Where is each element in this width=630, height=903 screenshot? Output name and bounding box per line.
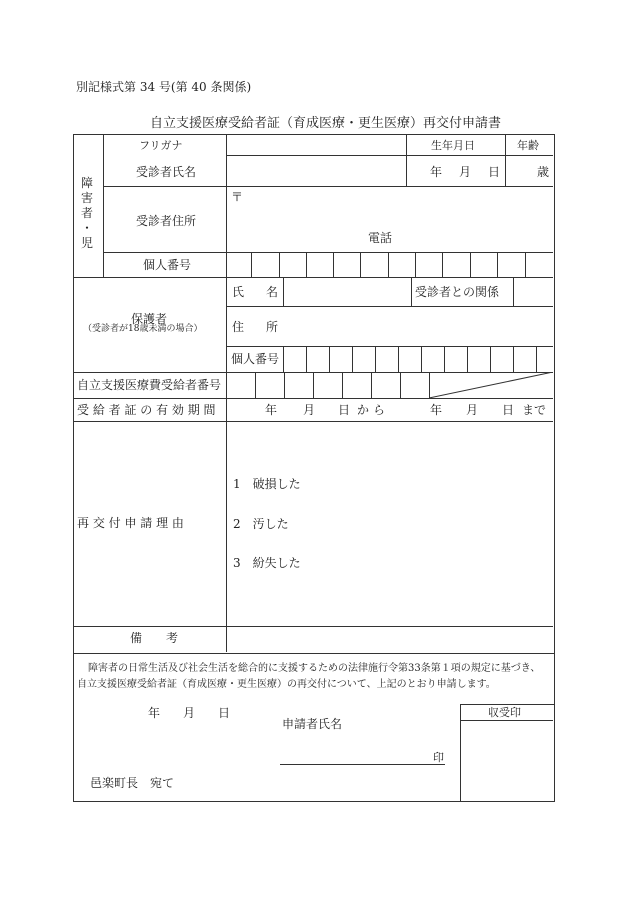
guardian-label: 保護者 [131, 312, 168, 326]
guardian-note: （受診者が18歳未満の場合） [83, 324, 203, 334]
addressee: 邑楽町長 宛て [90, 776, 175, 790]
birthdate-month: 月 [459, 165, 472, 179]
guardian-address-field[interactable] [284, 307, 553, 346]
validity-to-year: 年 [430, 403, 443, 417]
applicant-signature-line [280, 764, 445, 765]
validity-label: 受 給 者 証 の 有 効 期 間 [77, 403, 216, 417]
remarks-field[interactable] [227, 627, 553, 652]
certificate-number-field[interactable] [227, 373, 429, 398]
validity-to-month: 月 [466, 403, 479, 417]
declaration-line-1: 障害者の日常生活及び社会生活を総合的に支援するための法律施行令第33条第１項の規定に基づき、 [88, 663, 541, 674]
applicant-name-field[interactable] [280, 735, 445, 763]
reason-option-damaged[interactable]: 1 破損した [233, 477, 301, 491]
patient-section-char-3: 者 [81, 206, 94, 220]
guardian-personal-number-field[interactable] [284, 347, 553, 372]
guardian-address-label-1: 住 [232, 320, 245, 334]
patient-section-char-5: 児 [81, 236, 94, 250]
validity-to: まで [522, 403, 547, 417]
form-number: 別記様式第 34 号(第 40 条関係) [76, 80, 252, 94]
seal-mark: 印 [433, 751, 444, 764]
furigana-field[interactable] [227, 135, 405, 155]
diagonal-line [429, 372, 553, 398]
application-date-month: 月 [183, 706, 196, 720]
applicant-name-label: 申請者氏名 [282, 717, 343, 731]
patient-personal-number-field[interactable] [227, 253, 553, 277]
birthdate-label: 生年月日 [431, 139, 475, 152]
form-title: 自立支援医療受給者証（育成医療・更生医療）再交付申請書 [150, 116, 502, 131]
validity-from-year: 年 [265, 403, 278, 417]
postal-mark: 〒 [231, 190, 244, 204]
patient-personal-number-label: 個人番号 [143, 258, 192, 272]
application-date-day: 日 [218, 706, 231, 720]
birthdate-day: 日 [488, 165, 501, 179]
age-label: 年齢 [517, 139, 539, 152]
validity-from-month: 月 [303, 403, 316, 417]
patient-name-label: 受診者氏名 [136, 165, 197, 179]
guardian-name-field[interactable] [284, 278, 411, 306]
guardian-personal-number-label: 個人番号 [231, 352, 280, 366]
age-unit: 歳 [537, 165, 550, 179]
guardian-address-label-2: 所 [266, 320, 279, 334]
patient-section-char-2: 害 [81, 191, 94, 205]
declaration-line-2: 自立支援医療受給者証（育成医療・更生医療）の再交付について、上記のとおり申請します。 [77, 679, 496, 690]
phone-label: 電話 [368, 231, 393, 245]
validity-from: から [357, 403, 390, 417]
guardian-name-label-2: 名 [266, 285, 279, 299]
patient-address-label: 受診者住所 [136, 214, 197, 228]
relation-label: 受診者との関係 [415, 285, 500, 299]
birthdate-year: 年 [430, 165, 443, 179]
validity-from-day: 日 [338, 403, 351, 417]
patient-section-char-4: ・ [81, 221, 94, 235]
application-date-year: 年 [148, 706, 161, 720]
reason-option-lost[interactable]: 3 紛失した [233, 556, 301, 570]
certificate-number-label: 自立支援医療費受給者番号 [77, 378, 222, 392]
guardian-name-label-1: 氏 [232, 285, 245, 299]
patient-name-field[interactable] [227, 156, 405, 186]
remarks-label: 備 考 [130, 631, 179, 645]
reason-option-soiled[interactable]: 2 汚した [233, 517, 289, 531]
furigana-label: フリガナ [139, 139, 183, 152]
validity-to-day: 日 [502, 403, 515, 417]
reason-label: 再 交 付 申 請 理 由 [77, 516, 184, 530]
patient-section-char-1: 障 [81, 176, 94, 190]
relation-field[interactable] [514, 278, 553, 306]
receipt-stamp-label: 収受印 [488, 706, 521, 719]
